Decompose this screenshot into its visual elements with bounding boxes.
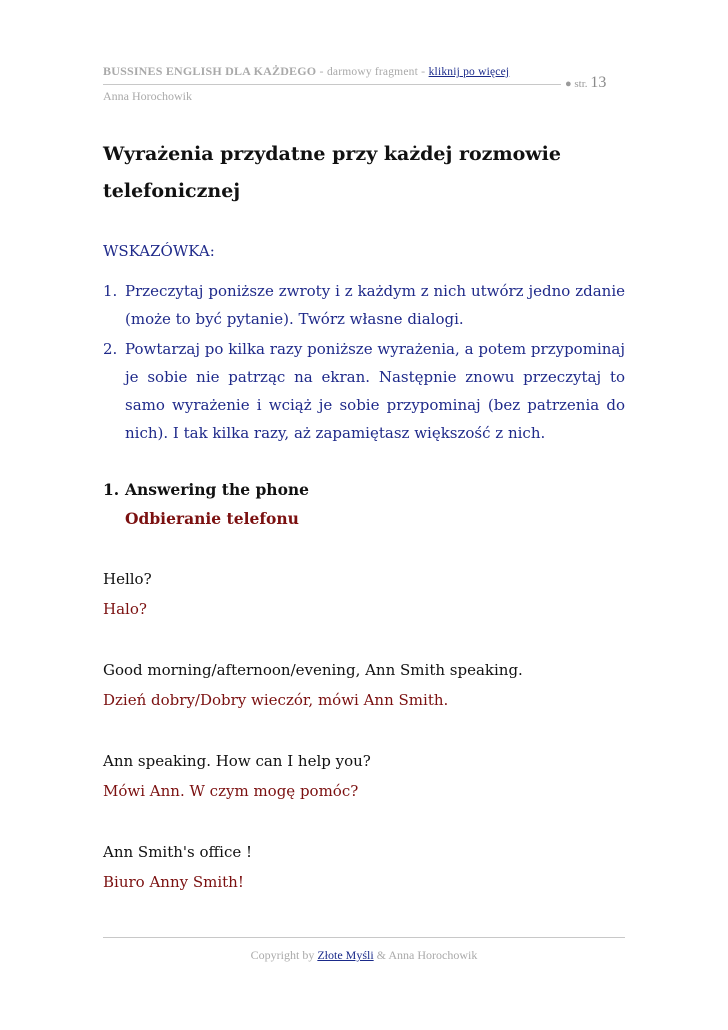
tip-number: 2. bbox=[103, 340, 118, 358]
section-title-pl: Odbieranie telefonu bbox=[125, 509, 299, 528]
header-title: BUSSINES ENGLISH DLA KAŻDEGO bbox=[103, 64, 317, 78]
phrase-pair bbox=[103, 837, 625, 897]
header-separator: - bbox=[417, 64, 429, 78]
phrase-polish: Biuro Anny Smith! bbox=[103, 873, 244, 891]
header-author: Anna Horochowik bbox=[103, 89, 192, 103]
page-footer bbox=[0, 948, 728, 963]
publisher-link[interactable]: Złote Myśli bbox=[317, 948, 374, 962]
phrase-polish: Mówi Ann. W czym mogę pomóc? bbox=[103, 782, 359, 800]
page-number: 13 bbox=[590, 74, 607, 91]
tips-list bbox=[103, 277, 625, 447]
phrase-polish: Halo? bbox=[103, 600, 147, 618]
section-title-en: Answering the phone bbox=[125, 480, 310, 499]
page-number-block bbox=[565, 74, 606, 92]
footer-prefix: Copyright by bbox=[250, 948, 318, 962]
phrase-english: Good morning/afternoon/evening, Ann Smith speaking. bbox=[103, 661, 523, 679]
phrase-pair bbox=[103, 746, 625, 806]
phrase-pair bbox=[103, 564, 625, 624]
phrase-english: Ann speaking. How can I help you? bbox=[103, 752, 371, 770]
phrase-polish: Dzień dobry/Dobry wieczór, mówi Ann Smith. bbox=[103, 691, 449, 709]
tip-item bbox=[103, 277, 625, 333]
header-line bbox=[103, 64, 628, 79]
tip-label: WSKAZÓWKA: bbox=[103, 242, 215, 260]
tip-text: Przeczytaj poniższe zwroty i z każdym z nich utwórz jedno zdanie (może to być pytanie). Twórz własne dialogi. bbox=[125, 282, 625, 328]
page-prefix: str. bbox=[574, 78, 588, 90]
document-body bbox=[103, 136, 625, 897]
header-fragment-label: darmowy fragment bbox=[326, 66, 418, 78]
tip-item bbox=[103, 335, 625, 447]
tip-text: Powtarzaj po kilka razy poniższe wyrażenia, a potem przypominaj je sobie nie patrząc na ekran. Następnie znowu przeczytaj to samo wyrażenie i wciąż je sobie przypominaj (bez patrzenia do nich). I tak kilka razy, aż zapamiętasz większość z nich. bbox=[125, 340, 625, 442]
section-heading bbox=[103, 475, 625, 533]
bullet-icon: ● bbox=[565, 78, 572, 90]
footer-suffix: & Anna Horochowik bbox=[373, 948, 478, 962]
page-header bbox=[103, 64, 628, 103]
section-title-en-row bbox=[103, 475, 625, 504]
tip-number: 1. bbox=[103, 282, 118, 300]
section-title-pl-row bbox=[103, 504, 625, 533]
footer-divider bbox=[103, 937, 625, 938]
phrase-english: Ann Smith's office ! bbox=[103, 843, 253, 861]
section-number: 1. bbox=[103, 480, 120, 499]
phrase-pair bbox=[103, 655, 625, 715]
header-divider bbox=[103, 84, 561, 85]
more-link[interactable]: kliknij po więcej bbox=[428, 66, 510, 78]
header-separator: - bbox=[316, 64, 327, 78]
phrase-english: Hello? bbox=[103, 570, 152, 588]
document-title: Wyrażenia przydatne przy każdej rozmowie telefonicznej bbox=[103, 143, 561, 202]
